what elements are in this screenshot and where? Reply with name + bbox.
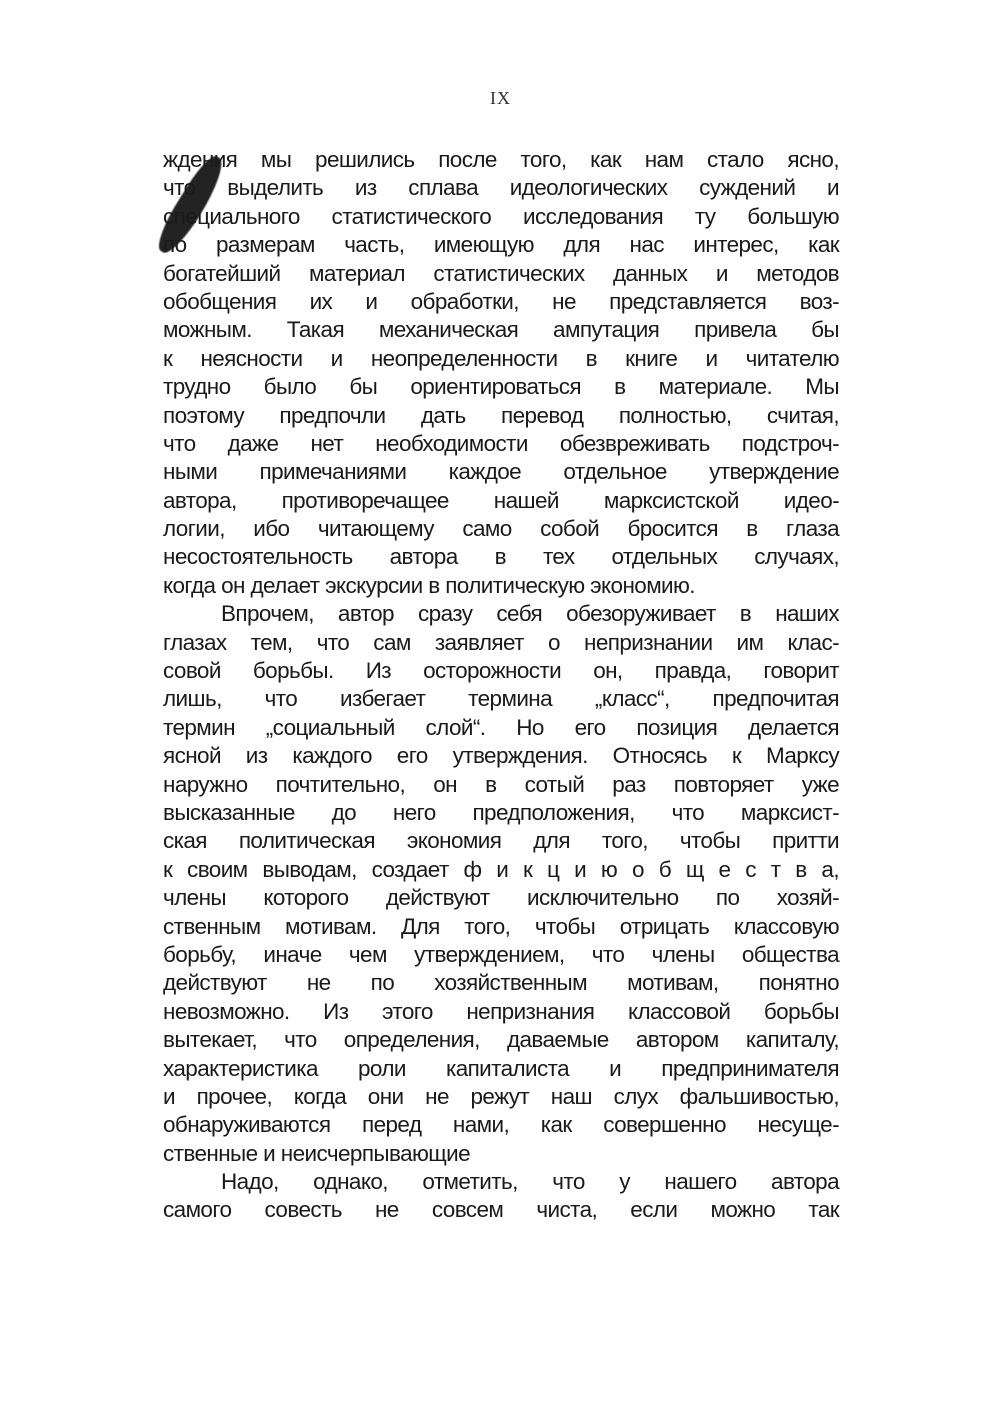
text-line: ждения мы решились после того, как нам стало ясно, [163, 147, 839, 172]
text-line: автора, противоречащее нашей марксистской идео- [163, 487, 839, 513]
page-number: IX [490, 88, 511, 108]
text-line: члены которого действуют исключительно по хозяй- [163, 885, 839, 911]
text-line: несостоятельность автора в тех отдельных случаях, [163, 544, 839, 570]
text-line: ясной из каждого его утверждения. Относясь к Марксу [163, 743, 839, 769]
text-line: совой борьбы. Из осторожности он, правда, говорит [163, 658, 839, 684]
text-line: глазах тем, что сам заявляет о непризнании им клас- [163, 629, 839, 655]
text-line: обнаруживаются перед нами, как совершенно несуще- [163, 1112, 839, 1138]
text-line: к неясности и неопределенности в книге и читателю [163, 345, 839, 371]
text-line: ственные и неисчерпывающие [163, 1140, 471, 1166]
text-line: к своим выводам, создает ф и к ц и ю о б щ е с т в а, [163, 856, 839, 882]
text-line: лишь, что избегает термина „класс“, предпочитая [163, 686, 839, 712]
text-line: Надо, однако, отметить, что у нашего автора [221, 1169, 839, 1195]
text-line: термин „социальный слой“. Но его позиция делается [163, 714, 839, 740]
text-line: борьбу, иначе чем утверждением, что члены общества [163, 941, 839, 967]
text-line: невозможно. Из этого непризнания классовой борьбы [163, 998, 839, 1024]
text-line: поэтому предпочли дать перевод полностью, считая, [163, 402, 839, 428]
text-line: Впрочем, автор сразу себя обезоруживает в наших [221, 601, 839, 627]
text-line: действуют не по хозяйственным мотивам, понятно [163, 970, 839, 996]
text-line: и прочее, когда они не режут наш слух фальшивостью, [163, 1083, 839, 1109]
text-line: логии, ибо читающему само собой бросится в глаза [163, 516, 839, 542]
text-line: высказанные до него предположения, что марксист- [163, 799, 839, 825]
text-line: ственным мотивам. Для того, чтобы отрицать классовую [163, 913, 839, 939]
text-line: вытекает, что определения, даваемые автором капиталу, [163, 1027, 839, 1053]
text-line: что даже нет необходимости обезвреживать подстроч- [163, 430, 839, 456]
paragraph-1 [163, 146, 839, 600]
paragraph-3 [163, 1168, 839, 1225]
text-line: можным. Такая механическая ампутация привела бы [163, 317, 839, 343]
text-line: специального статистического исследования ту большую [163, 203, 839, 229]
text-line: самого совесть не совсем чиста, если можно так [163, 1197, 839, 1223]
body-text [163, 146, 839, 1225]
text-line: когда он делает экскурсии в политическую экономию. [163, 572, 695, 598]
text-line: характеристика роли капиталиста и предпринимателя [163, 1055, 839, 1081]
text-line: ская политическая экономия для того, чтобы притти [163, 828, 839, 854]
text-line: по размерам часть, имеющую для нас интерес, как [163, 232, 839, 258]
text-line: ными примечаниями каждое отдельное утверждение [163, 459, 839, 485]
text-line: богатейший материал статистических данных и методов [163, 260, 839, 286]
paragraph-2 [163, 600, 839, 1168]
text-line: трудно было бы ориентироваться в материале. Мы [163, 374, 839, 400]
text-line: обобщения их и обработки, не представляется воз- [163, 288, 839, 314]
text-line: наружно почтительно, он в сотый раз повторяет уже [163, 771, 839, 797]
text-line: что выделить из сплава идеологических суждений и [163, 175, 839, 201]
